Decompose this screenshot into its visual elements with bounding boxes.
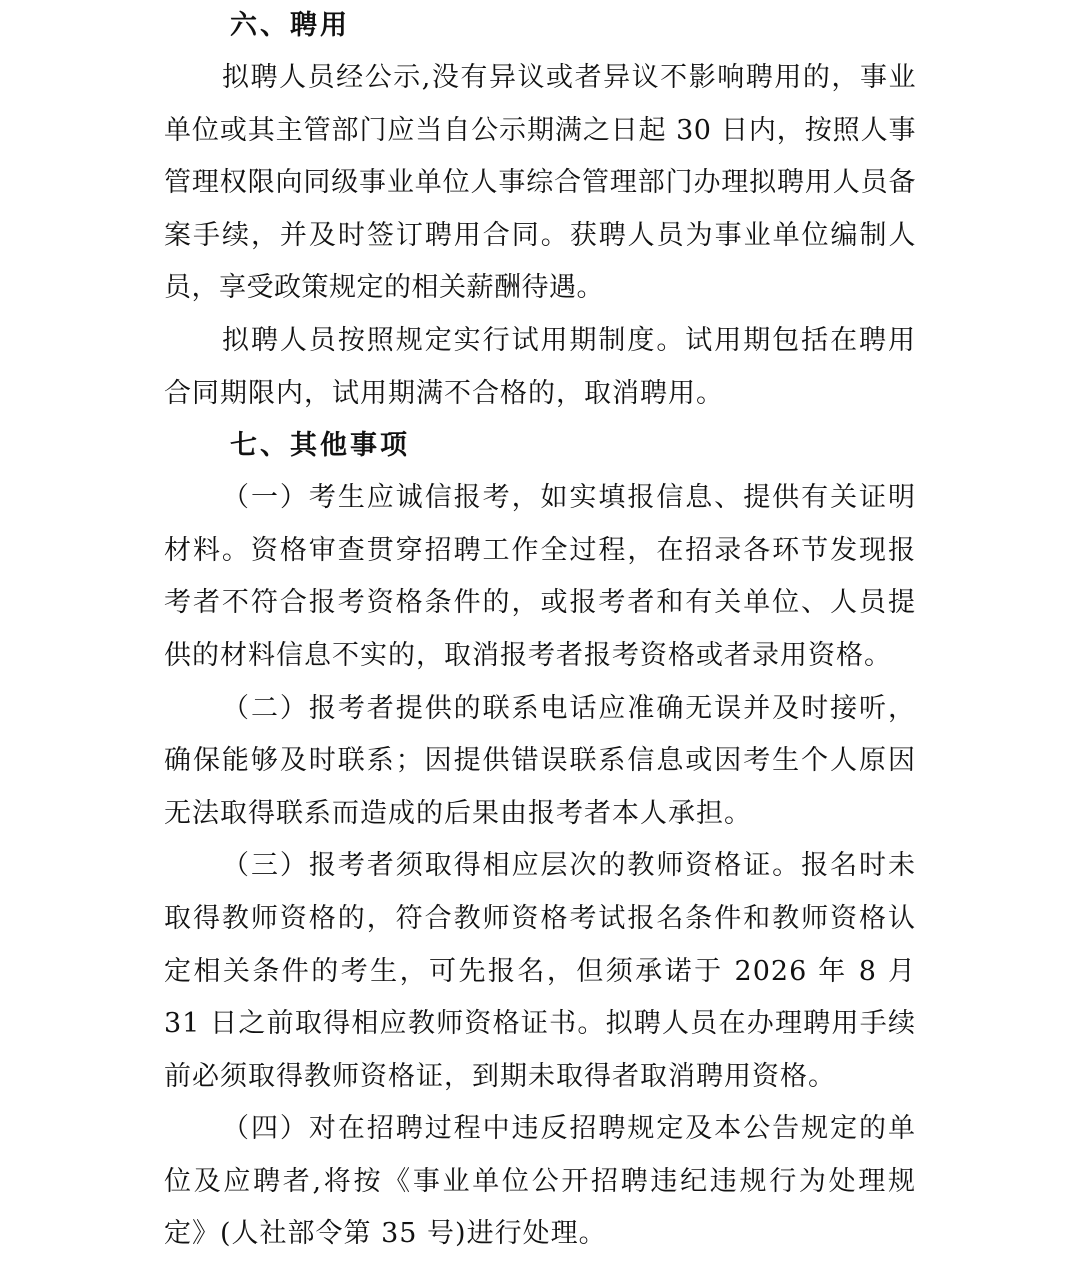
paragraph-item-3-teacher-certificate: （三）报考者须取得相应层次的教师资格证。报名时未取得教师资格的，符合教师资格考试报名条件和教师资格认定相关条件的考生，可先报名，但须承诺于 2026 年 8 月 31 日之前取得相应教师资格证书。拟聘人员在办理聘用手续前必须取得教师资格证，到期未取得者取消聘用资格。 (164, 850, 916, 1092)
section-heading-other-matters: 七、其他事项 (230, 430, 410, 462)
section-heading-hiring: 六、聘用 (230, 10, 350, 41)
document-body (164, 0, 916, 1261)
paragraph-hiring-filing: 拟聘人员经公示,没有异议或者异议不影响聘用的，事业单位或其主管部门应当自公示期满之日起 30 日内，按照人事管理权限向同级事业单位人事综合管理部门办理拟聘用人员备案手续，并及时签订聘用合同。获聘人员为事业单位编制人员，享受政策规定的相关薪酬待遇。 (164, 62, 916, 304)
paragraph-item-1-integrity: （一）考生应诚信报考，如实填报信息、提供有关证明材料。资格审查贯穿招聘工作全过程，在招录各环节发现报考者不符合报考资格条件的，或报考者和有关单位、人员提供的材料信息不实的，取消报考者报考资格或者录用资格。 (164, 482, 916, 671)
paragraph-probation: 拟聘人员按照规定实行试用期制度。试用期包括在聘用合同期限内，试用期满不合格的，取消聘用。 (164, 324, 916, 409)
paragraph-item-2-contact: （二）报考者提供的联系电话应准确无误并及时接听，确保能够及时联系；因提供错误联系信息或因考生个人原因无法取得联系而造成的后果由报考者本人承担。 (164, 692, 916, 829)
paragraph-item-4-violations: （四）对在招聘过程中违反招聘规定及本公告规定的单位及应聘者,将按《事业单位公开招聘违纪违规行为处理规定》(人社部令第 35 号)进行处理。 (164, 1113, 916, 1250)
